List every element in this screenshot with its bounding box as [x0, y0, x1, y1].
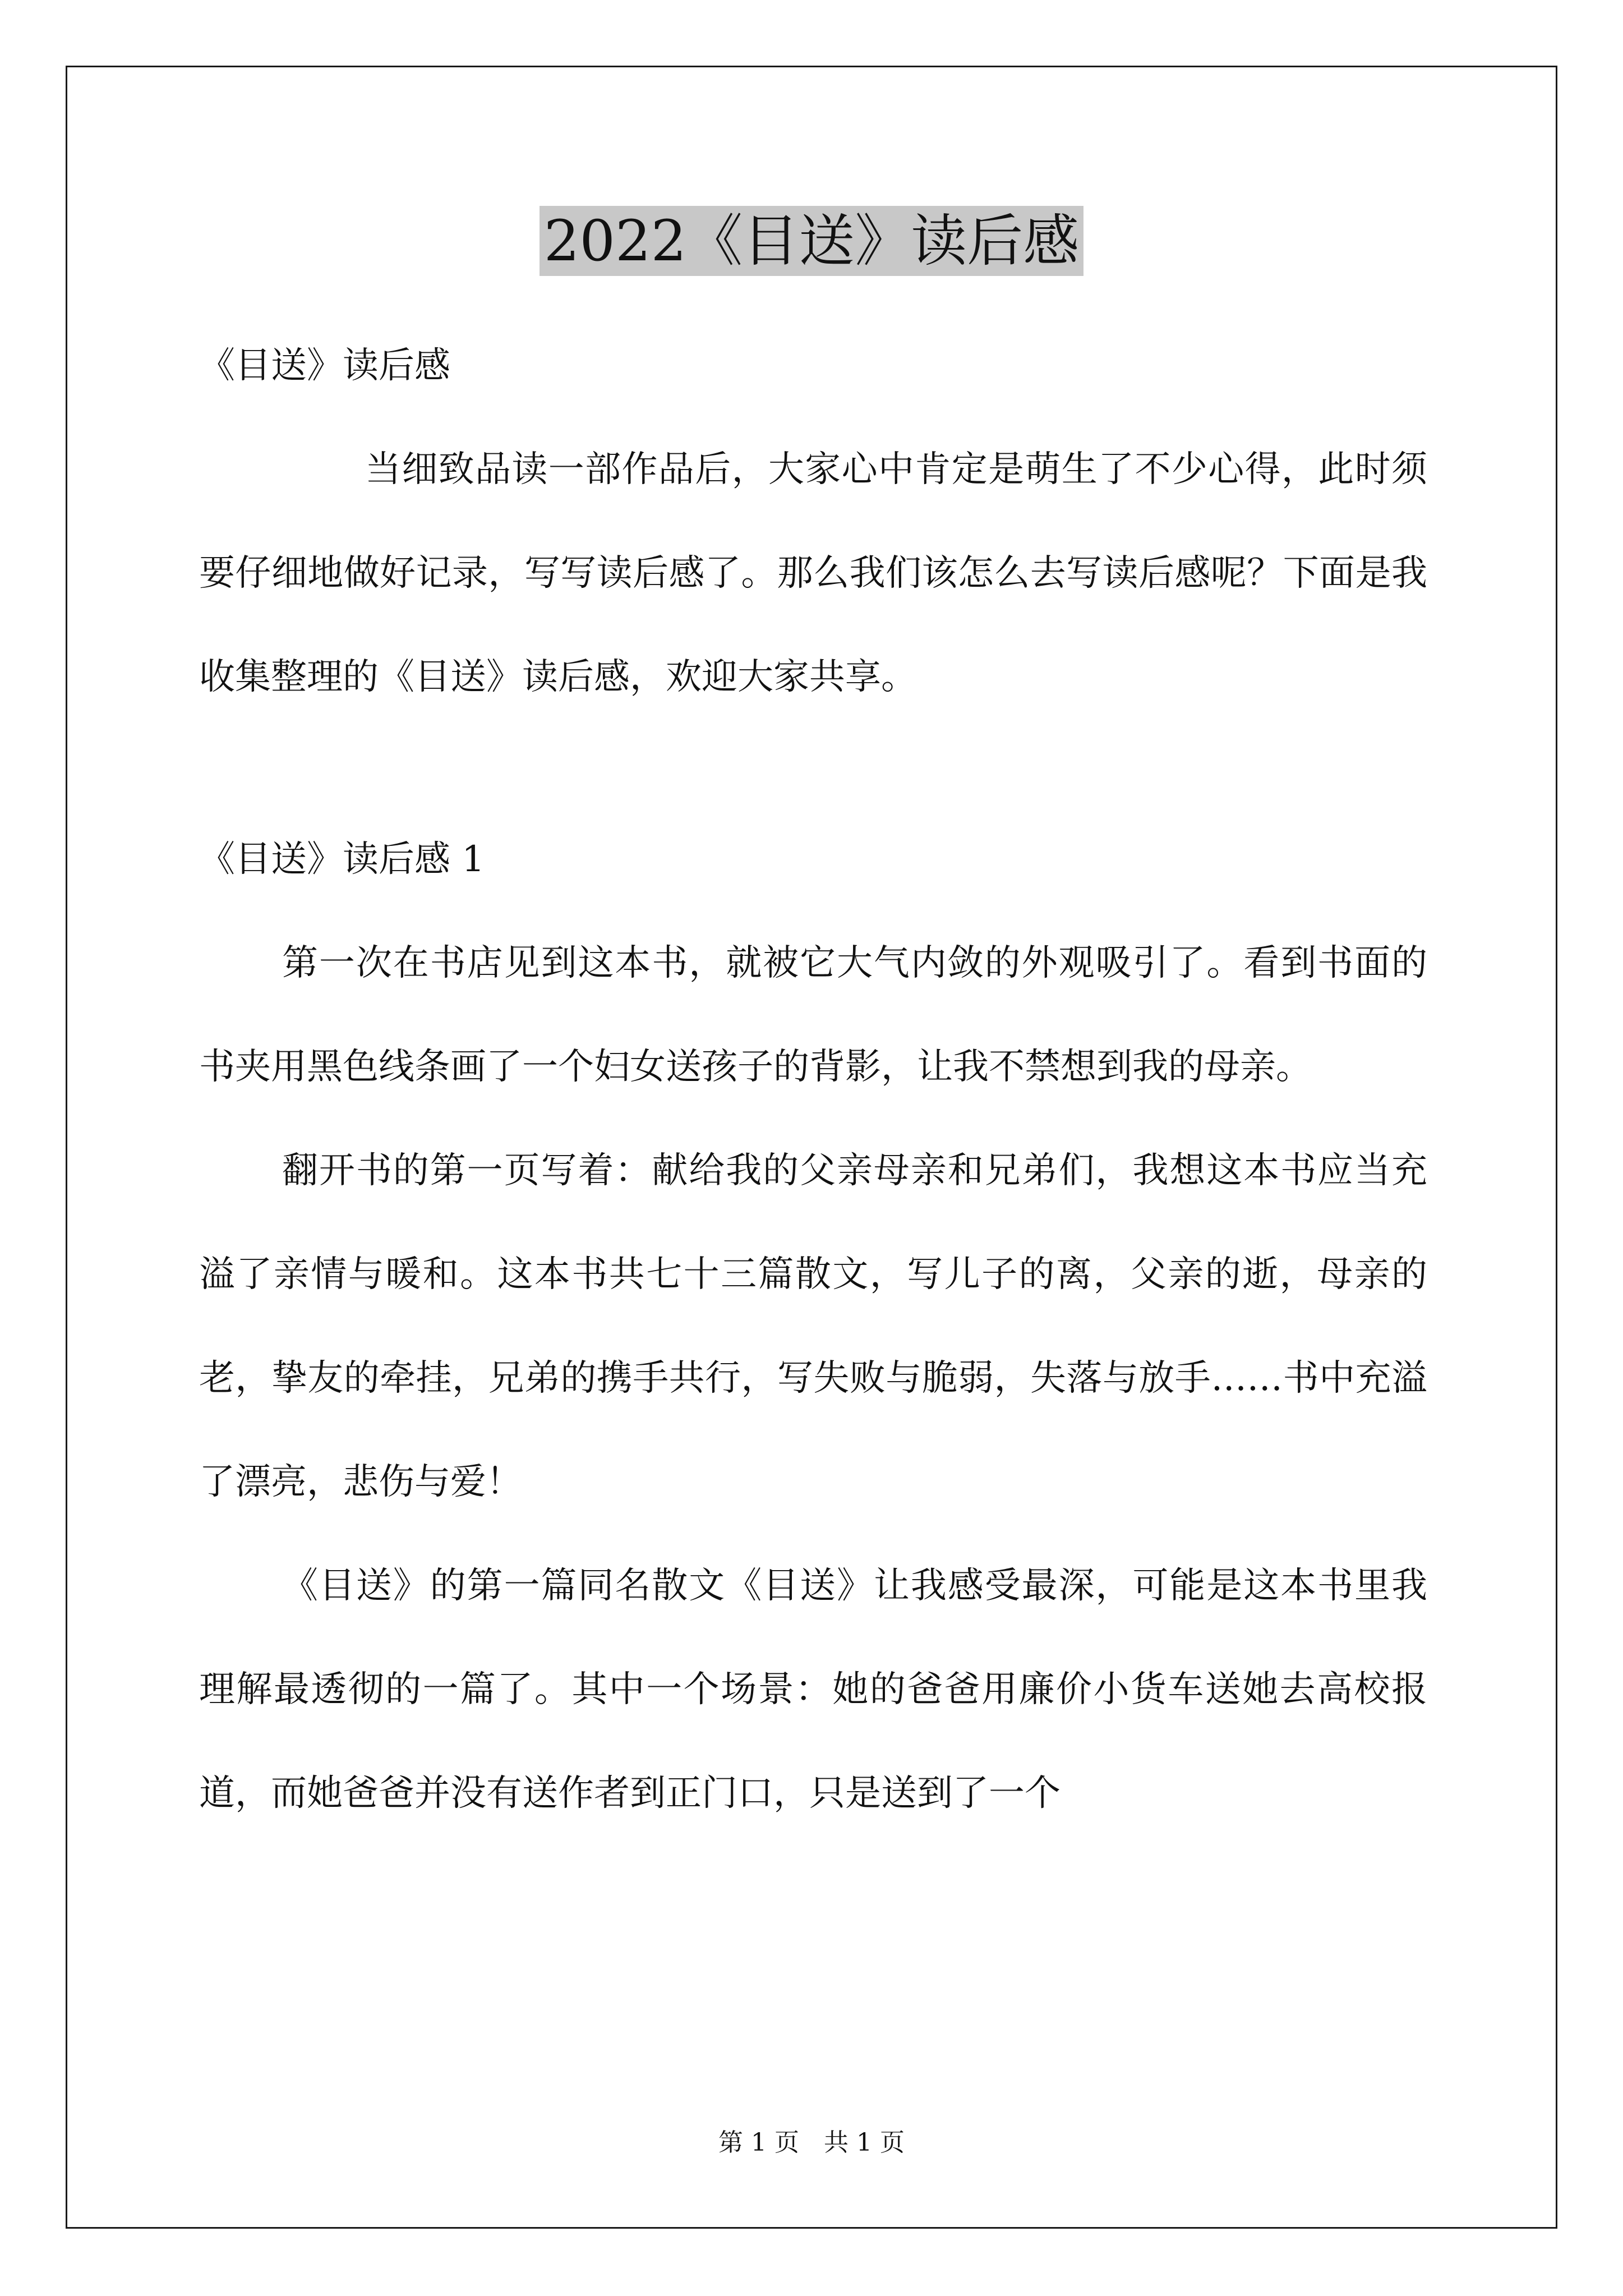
- document-body: [199, 314, 1427, 1846]
- body-paragraph-2: 翻开书的第一页写着：献给我的父亲母亲和兄弟们，我想这本书应当充溢了亲情与暖和。这本书共七十三篇散文，写儿子的离，父亲的逝，母亲的老，挚友的牵挂，兄弟的携手共行，写失败与脆弱，失落与放手……书中充溢了漂亮，悲伤与爱！: [199, 1150, 1427, 1503]
- document-heading: 《目送》读后感: [199, 345, 450, 386]
- document-title-text: 2022《目送》读后感: [540, 206, 1084, 276]
- intro-paragraph: 当细致品读一部作品后，大家心中肯定是萌生了不少心得，此时须要仔细地做好记录，写写读后感了。那么我们该怎么去写读后感呢？下面是我收集整理的《目送》读后感，欢迎大家共享。: [199, 449, 1427, 698]
- page-footer: 第 1 页 共 1 页: [718, 2128, 905, 2157]
- body-paragraph-3: 《目送》的第一篇同名散文《目送》让我感受最深，可能是这本书里我理解最透彻的一篇了。其中一个场景：她的爸爸用廉价小货车送她去高校报道，而她爸爸并没有送作者到正门口，只是送到了一个: [199, 1565, 1427, 1814]
- document-title: [0, 202, 1623, 280]
- body-paragraph-1: 第一次在书店见到这本书，就被它大气内敛的外观吸引了。看到书面的书夹用黑色线条画了一个妇女送孩子的背影，让我不禁想到我的母亲。: [199, 942, 1427, 1088]
- section-title: 《目送》读后感 1: [199, 839, 485, 880]
